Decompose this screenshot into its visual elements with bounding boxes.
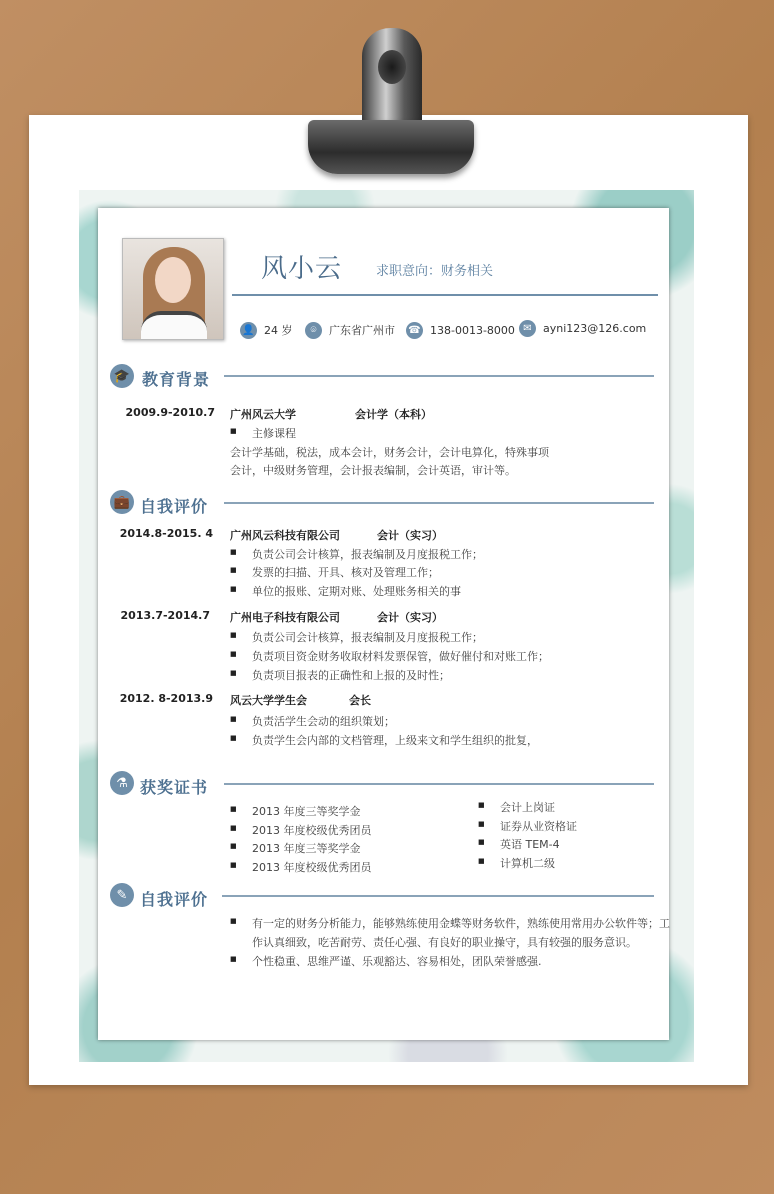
header-divider	[232, 294, 658, 296]
location-pin-icon: ⌾	[305, 322, 322, 339]
job1-bullet: ■ 发票的扫描、开具、核对及管理工作；	[252, 564, 439, 580]
job3-bullet: ■ 负责学生会内部的文档管理，上级来文和学生组织的批复，	[252, 732, 538, 748]
contact-age	[240, 321, 293, 339]
candidate-name: 风小云	[261, 254, 343, 284]
contact-email	[519, 319, 646, 337]
profile-photo	[122, 238, 224, 340]
education-divider	[224, 375, 654, 377]
phone-text: 138-0013-8000	[430, 323, 515, 337]
phone-icon: ☎	[406, 322, 423, 339]
job1-bullet: ■ 负责公司会计核算，报表编制及月度报税工作；	[252, 546, 483, 562]
experience-divider	[224, 502, 654, 504]
award-item: ■ 2013 年度三等奖学金	[252, 803, 361, 819]
self-eval-title: 自我评价	[140, 890, 209, 909]
education-courses-line2: 会计，中级财务管理，会计报表编制，会计英语，审计等。	[230, 464, 516, 477]
job2-bullet: ■ 负责公司会计核算，报表编制及月度报税工作；	[252, 629, 483, 645]
job2-bullet: ■ 负责项目报表的正确性和上报的及时性；	[252, 667, 450, 683]
job3-bullet: ■ 负责活学生会动的组织策划；	[252, 713, 395, 729]
awards-divider	[224, 783, 654, 785]
award-item: ■ 2013 年度三等奖学金	[252, 840, 361, 856]
job3-date: 2012. 8-2013.9	[119, 692, 213, 705]
email-text: ayni123@126.com	[543, 321, 647, 335]
award-item: ■ 2013 年度校级优秀团员	[252, 859, 372, 875]
certificate-item: ■ 计算机二级	[500, 855, 555, 871]
mail-icon: ✉	[519, 320, 536, 337]
job1-bullet: ■ 单位的报账、定期对账、处理账务相关的事	[252, 583, 461, 599]
graduation-cap-icon: 🎓	[110, 364, 134, 388]
job2-date: 2013.7-2014.7	[120, 609, 210, 622]
location-text: 广东省广州市	[329, 324, 395, 337]
job1-date: 2014.8-2015. 4	[119, 527, 213, 540]
self-eval-bullet-cont: 作认真细致，吃苦耐劳、责任心强、有良好的职业操守，具有较强的服务意识。	[252, 936, 637, 949]
job-intent: 求职意向：财务相关	[376, 264, 494, 279]
self-eval-bullet: ■ 个性稳重、思维严谨、乐观豁达、容易相处，团队荣誉感强.	[252, 953, 542, 969]
flask-icon: ⚗	[110, 771, 134, 795]
education-bullet: ■ 主修课程	[252, 425, 296, 441]
experience-title: 自我评价	[140, 497, 209, 516]
award-item: ■ 2013 年度校级优秀团员	[252, 822, 372, 838]
certificate-item: ■ 证券从业资格证	[500, 818, 577, 834]
edit-icon: ✎	[110, 883, 134, 907]
self-eval-divider	[222, 895, 654, 897]
binder-clip-plate	[308, 120, 474, 174]
job1-role: 会计（实习）	[377, 529, 443, 542]
age-text: 24 岁	[264, 324, 293, 337]
awards-title: 获奖证书	[140, 778, 209, 797]
certificate-item: ■ 英语 TEM-4	[500, 836, 560, 852]
education-date: 2009.9-2010.7	[125, 406, 215, 419]
education-major: 会计学（本科）	[355, 408, 432, 421]
education-school: 广州风云大学	[230, 408, 296, 421]
binder-clip-hole	[378, 50, 406, 84]
certificate-item: ■ 会计上岗证	[500, 799, 555, 815]
job3-org: 风云大学学生会	[230, 694, 307, 707]
contact-location	[305, 321, 395, 339]
job1-org: 广州风云科技有限公司	[230, 529, 340, 542]
education-title: 教育背景	[142, 370, 211, 389]
person-icon: 👤	[240, 322, 257, 339]
briefcase-icon: 💼	[110, 490, 134, 514]
contact-phone	[406, 321, 515, 339]
job2-org: 广州电子科技有限公司	[230, 611, 340, 624]
job2-role: 会计（实习）	[377, 611, 443, 624]
education-courses-line1: 会计学基础，税法，成本会计，财务会计，会计电算化，特殊事项	[230, 446, 549, 459]
job3-role: 会长	[349, 694, 371, 707]
job2-bullet: ■ 负责项目资金财务收取材料发票保管，做好催付和对账工作；	[252, 648, 549, 664]
self-eval-bullet: ■ 有一定的财务分析能力，能够熟练使用金蝶等财务软件，熟练使用常用办公软件等；工	[252, 915, 670, 931]
